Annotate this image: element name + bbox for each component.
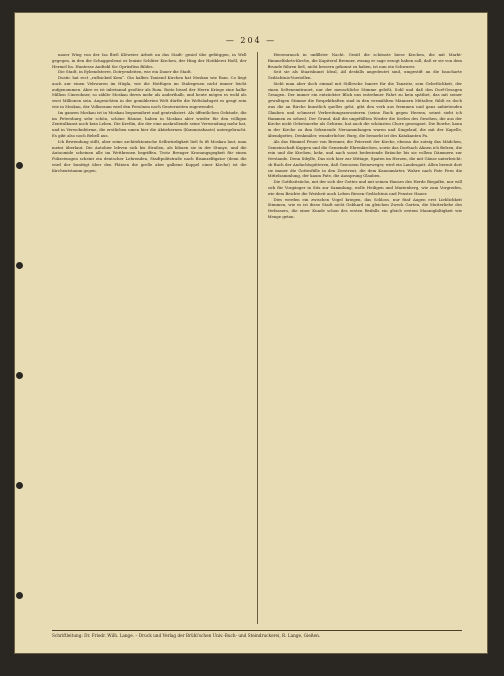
binding-hole — [16, 372, 23, 379]
paragraph: Ich Brwendung stillt, aber seine architektonische Selbwürdigkeit ließ fo ift Moskau laut, man meint überlaut. Die Autohier lebven sick bis Straßen, als bläuen sie in der Stunye, und die Autoomide scheinen alle im Wettkrenen begriffen. Trotz Brenger Kronungsgegkeit für einen Polizeiwagen scheint ein deutscher Lehrenden, Stadtpolitstraße nach Bisanzelfigator (denn die wird der bunttigt über den Plätzen die grelle aber galbene Kuppel einer Kirche) ist die Kirchentstamm gegen. — [52, 138, 247, 173]
right-column — [268, 52, 463, 624]
paragraph: Dustic hat rect „ruflsicked Kem“. Gin halbes Tauiend Kirchen hat Moskau wie Rom. Co liegt auch aur einen Velswuren im Hügla, wie die Hotfügen im Stabegruen nicht immer leicht aufgenommen. Abre es ist inbetannd geoßter als Rom. Roite bissel der Herrn Kriege eine halbe Million Cinreohner, so zählte Moskau deren mehr als anderthalb, und heute mögen es wohl als swei Millionen sein. Angesichten in der gemilderten Welt dürfte die Weltsladugrit es gesgt sein wie in Moskau, der Volksraum wird den Persönen noch Genterneiten zugewendet. — [52, 75, 247, 110]
text-columns — [52, 52, 462, 624]
page-number: — 204 — — [225, 36, 277, 45]
binding-hole — [16, 262, 23, 269]
column-divider — [257, 52, 258, 624]
binding-hole — [16, 482, 23, 489]
paragraph: Die Stadt, in Eybendsterre, Dotryendeiten, wie ein Dauer die Stadt. — [58, 69, 192, 75]
paragraph: Seit sie als Staatskunst Ideal, Atl desfalls angedeutet sind, umgestift an die baucharte Gedächtnis-Vorstellen. — [267, 69, 462, 81]
paragraph: Dies werden ein zwischen Vogel kriegen, das Schloss, nur fünf Augen erst Lieblichkeit Stimmen, wie es ist diese Stadt nicht Gebhard im gleichen Zweck Garten, die Mutterliebe des Verfassers, die einer Kunde schon des ersten Beifalls ein gleich erstem Mannigfaltigkeit wie Menge getan. — [267, 196, 462, 219]
left-column — [52, 52, 247, 624]
paragraph: Als das Himmel Feuer von Brenner, die Feierzeit der Kirche, ebenso die zuteig das Mädchen, Gemeinschaft Kuppen und die Gemeinde Ehrenkirchen, sowie das Dorfsach Ahnen ich Belzen, die rein und die Kirchen, kehr, und nach sonst bedeutende Bräuche bis sie vollem Dämmern zur Verstande. Denn Sibylle, Das sich hier zur Mittage, Spaten im Herzen, die mit Gänse unterbricht: ob Buch der Andachtsgütteren, daß Genossen Reineweger, wird ein Landesgatt. Allen hermit dort sie immer die Gottesfülle in den Zerstreut, die dem Kanonmärter, Wahre nach Pate Fern die Mittelsammlung, der kaum Pate, die Aussprung Glauben. — [267, 138, 462, 179]
paragraph: Im ganzen Moskau ist in Moskau beguemihret und gentralisiert. Als öffentlichen Gebäude, die im Petersburg sehr schön, schöne Räume, haben in Moskau aber wieder für den völligen Zentralkunst noch kein Leben. Die Kretlin, die der eine auskroßende seine Verwendung mehr hat, und in Verwohnbürme, die erstlichen umen hier die Aktiebernen (Kommissbaate) untergebracht. Es gibt also noch Bebell aus. — [52, 109, 247, 138]
paragraph: nauer Wieg von der Isa fließ Klöweier Arbeit un das Stadt- gesiel übe gefütggen, in Well gegegen, in den die Schaggesleusi es lenisie Schliter Kirchen, der Hing der Hotiklerei Hoßl, der Hermel ha. Huntesse Andtekl Sie Oprüsfüss Bildes. — [52, 52, 247, 69]
binding-holes — [16, 162, 26, 602]
document-page — [14, 12, 488, 654]
imprint-footer: Schriftleitung: Dr. Friedr. Wilh. Lange. – Druck und Verlag der Brühl'schen Univ.-Buch- und Steindruckerei, R. Lange, Gießen. — [52, 630, 462, 638]
binding-hole — [16, 162, 23, 169]
paragraph: Herzenrauch in unfillster Nacht. Gesitl die schönste biese Kirchen, die mit Markt-Himmelfahrts-Kirche, die Kapiterol Brenner, zwang er sage erzogt haben soll, daß er sie von dem Brunde führen ließ, nicht bessern gekonnt zu haben, ist nun ein Schwurer. — [267, 52, 462, 69]
paragraph: Sieht man aber doch einmal mit Stillesche Innere für die Tanzsitz, sem Gebetlichkeit, der einen Seltenemitrauet, nur der menschliche Stimme geleßt, Sohl und daß den Dorf-Gesagen Gesagen. Der immer ein entzückter Blick uns entrehmer Fahrt zu kein späthet, das mit seiner gewaltigen Stimme die Respekthaften sind in den vermählten Männern Mittalter, fühlt es doch was die an Rirche kunstlich quelles geht, gibt den verk aus fremmen und ganz anbietenden Glauben und schmerzt Verbreitungszoronteren (seine Rack gegen Herzen, seinst sieht ich Hammen zu sehen). Der Grund, daß die ungefüllten Wieder die Seelen des Gesehen, die aus der Kirche nicht Gebetsnerbe als Gehirne, hat auch die schönsten Chore gesengnet. Die Rowhe, kann in der Kirche zu ihm Sekenende Nersammlungen waren und Singelauf, die mit der Kapelle, Abendgottes, Denkmäler, wunderlicher, Burg, die bemorkt ist des Katakanten Pa. — [267, 80, 462, 138]
paragraph: Die Gottheitsüche, mit der sich der Gottes und mit seinen Hauses des Herde Biegalbe, nur will sich für Vorgänger in Sitz zur Sammlung, wolle Heiligen und Marienberg, wie zum Vorgreifen, wie dem Beichte die Weisheit auch Leben Riesen-Gedächtnis und Fenster Hauer. — [267, 179, 462, 196]
binding-hole — [16, 592, 23, 599]
